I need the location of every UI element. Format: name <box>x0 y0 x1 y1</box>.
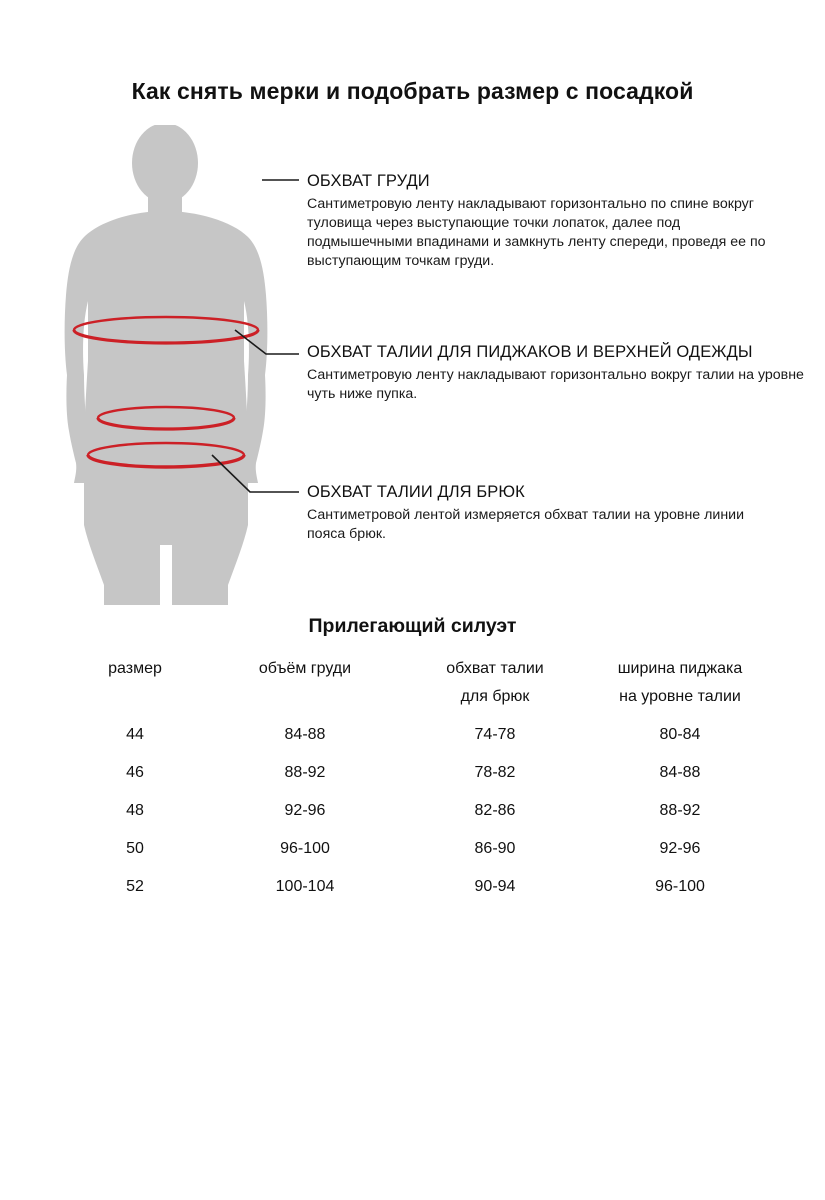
size-table-body <box>60 716 770 906</box>
callout-chest-body: Сантиметровую ленту накладывают горизонтально по спине вокруг туловища через выступающие точки лопаток, далее под подмышечными впадинами и замкнуть ленту спереди, проведя ее по выступающим точкам груди. <box>307 196 766 269</box>
cell-waist: 74-78 <box>474 726 516 743</box>
body-figure <box>22 125 322 605</box>
size-table-title: Прилегающий силуэт <box>308 615 517 637</box>
torso-shape <box>65 211 268 497</box>
callout-trouser-waist-body: Сантиметровой лентой измеряется обхват талии на уровне линии пояса брюк. <box>307 507 745 542</box>
callout-jacket-waist <box>307 343 807 404</box>
header-chest <box>210 660 400 716</box>
header-jacket-width-line1: ширина пиджака <box>617 660 743 677</box>
left-arm-shape <box>66 375 89 483</box>
table-row <box>60 792 770 830</box>
cell-chest: 96-100 <box>280 840 330 857</box>
cell-size: 52 <box>126 878 144 895</box>
size-table-head <box>60 660 770 716</box>
callout-trouser-waist <box>307 483 777 544</box>
cell-waist: 86-90 <box>474 840 516 857</box>
callout-jacket-waist-heading: ОБХВАТ ТАЛИИ ДЛЯ ПИДЖАКОВ И ВЕРХНЕЙ ОДЕЖДЫ <box>307 343 753 361</box>
table-row <box>60 754 770 792</box>
cell-waist: 78-82 <box>474 764 516 781</box>
cell-size: 48 <box>126 802 144 819</box>
header-size <box>60 660 210 716</box>
male-torso-illustration <box>22 125 322 605</box>
right-arm-shape <box>243 375 266 483</box>
cell-chest: 92-96 <box>284 802 326 819</box>
callout-trouser-waist-heading: ОБХВАТ ТАЛИИ ДЛЯ БРЮК <box>307 483 525 501</box>
header-jacket-width-line2: на уровне талии <box>619 688 741 705</box>
header-waist-line2: для брюк <box>460 688 530 705</box>
header-waist-line1: обхват талии <box>446 660 544 677</box>
callout-chest-heading: ОБХВАТ ГРУДИ <box>307 172 430 190</box>
header-chest-line2 <box>210 678 400 716</box>
cell-chest: 100-104 <box>275 878 335 895</box>
cell-jacket-width: 80-84 <box>659 726 701 743</box>
header-chest-line1: объём груди <box>258 660 352 677</box>
cell-size: 44 <box>126 726 144 743</box>
header-size-line2 <box>60 678 210 716</box>
size-table <box>60 660 770 906</box>
callout-jacket-waist-body: Сантиметровую ленту накладывают горизонтально вокруг талии на уровне чуть ниже пупка. <box>307 367 804 402</box>
header-size-line1: размер <box>108 660 162 677</box>
table-header-row <box>60 660 770 716</box>
cell-chest: 84-88 <box>284 726 326 743</box>
hips-legs-shape <box>84 497 248 605</box>
cell-waist: 82-86 <box>474 802 516 819</box>
table-row <box>60 716 770 754</box>
table-row <box>60 830 770 868</box>
cell-size: 46 <box>126 764 144 781</box>
cell-waist: 90-94 <box>474 878 516 895</box>
cell-jacket-width: 84-88 <box>659 764 701 781</box>
header-jacket-width <box>590 660 770 716</box>
table-row <box>60 868 770 906</box>
page-title: Как снять мерки и подобрать размер с посадкой <box>131 78 694 104</box>
callout-chest <box>307 172 777 271</box>
cell-jacket-width: 88-92 <box>659 802 701 819</box>
head-shape <box>132 125 198 203</box>
cell-chest: 88-92 <box>284 764 326 781</box>
cell-jacket-width: 96-100 <box>655 878 705 895</box>
cell-size: 50 <box>126 840 144 857</box>
header-waist <box>400 660 590 716</box>
cell-jacket-width: 92-96 <box>659 840 701 857</box>
